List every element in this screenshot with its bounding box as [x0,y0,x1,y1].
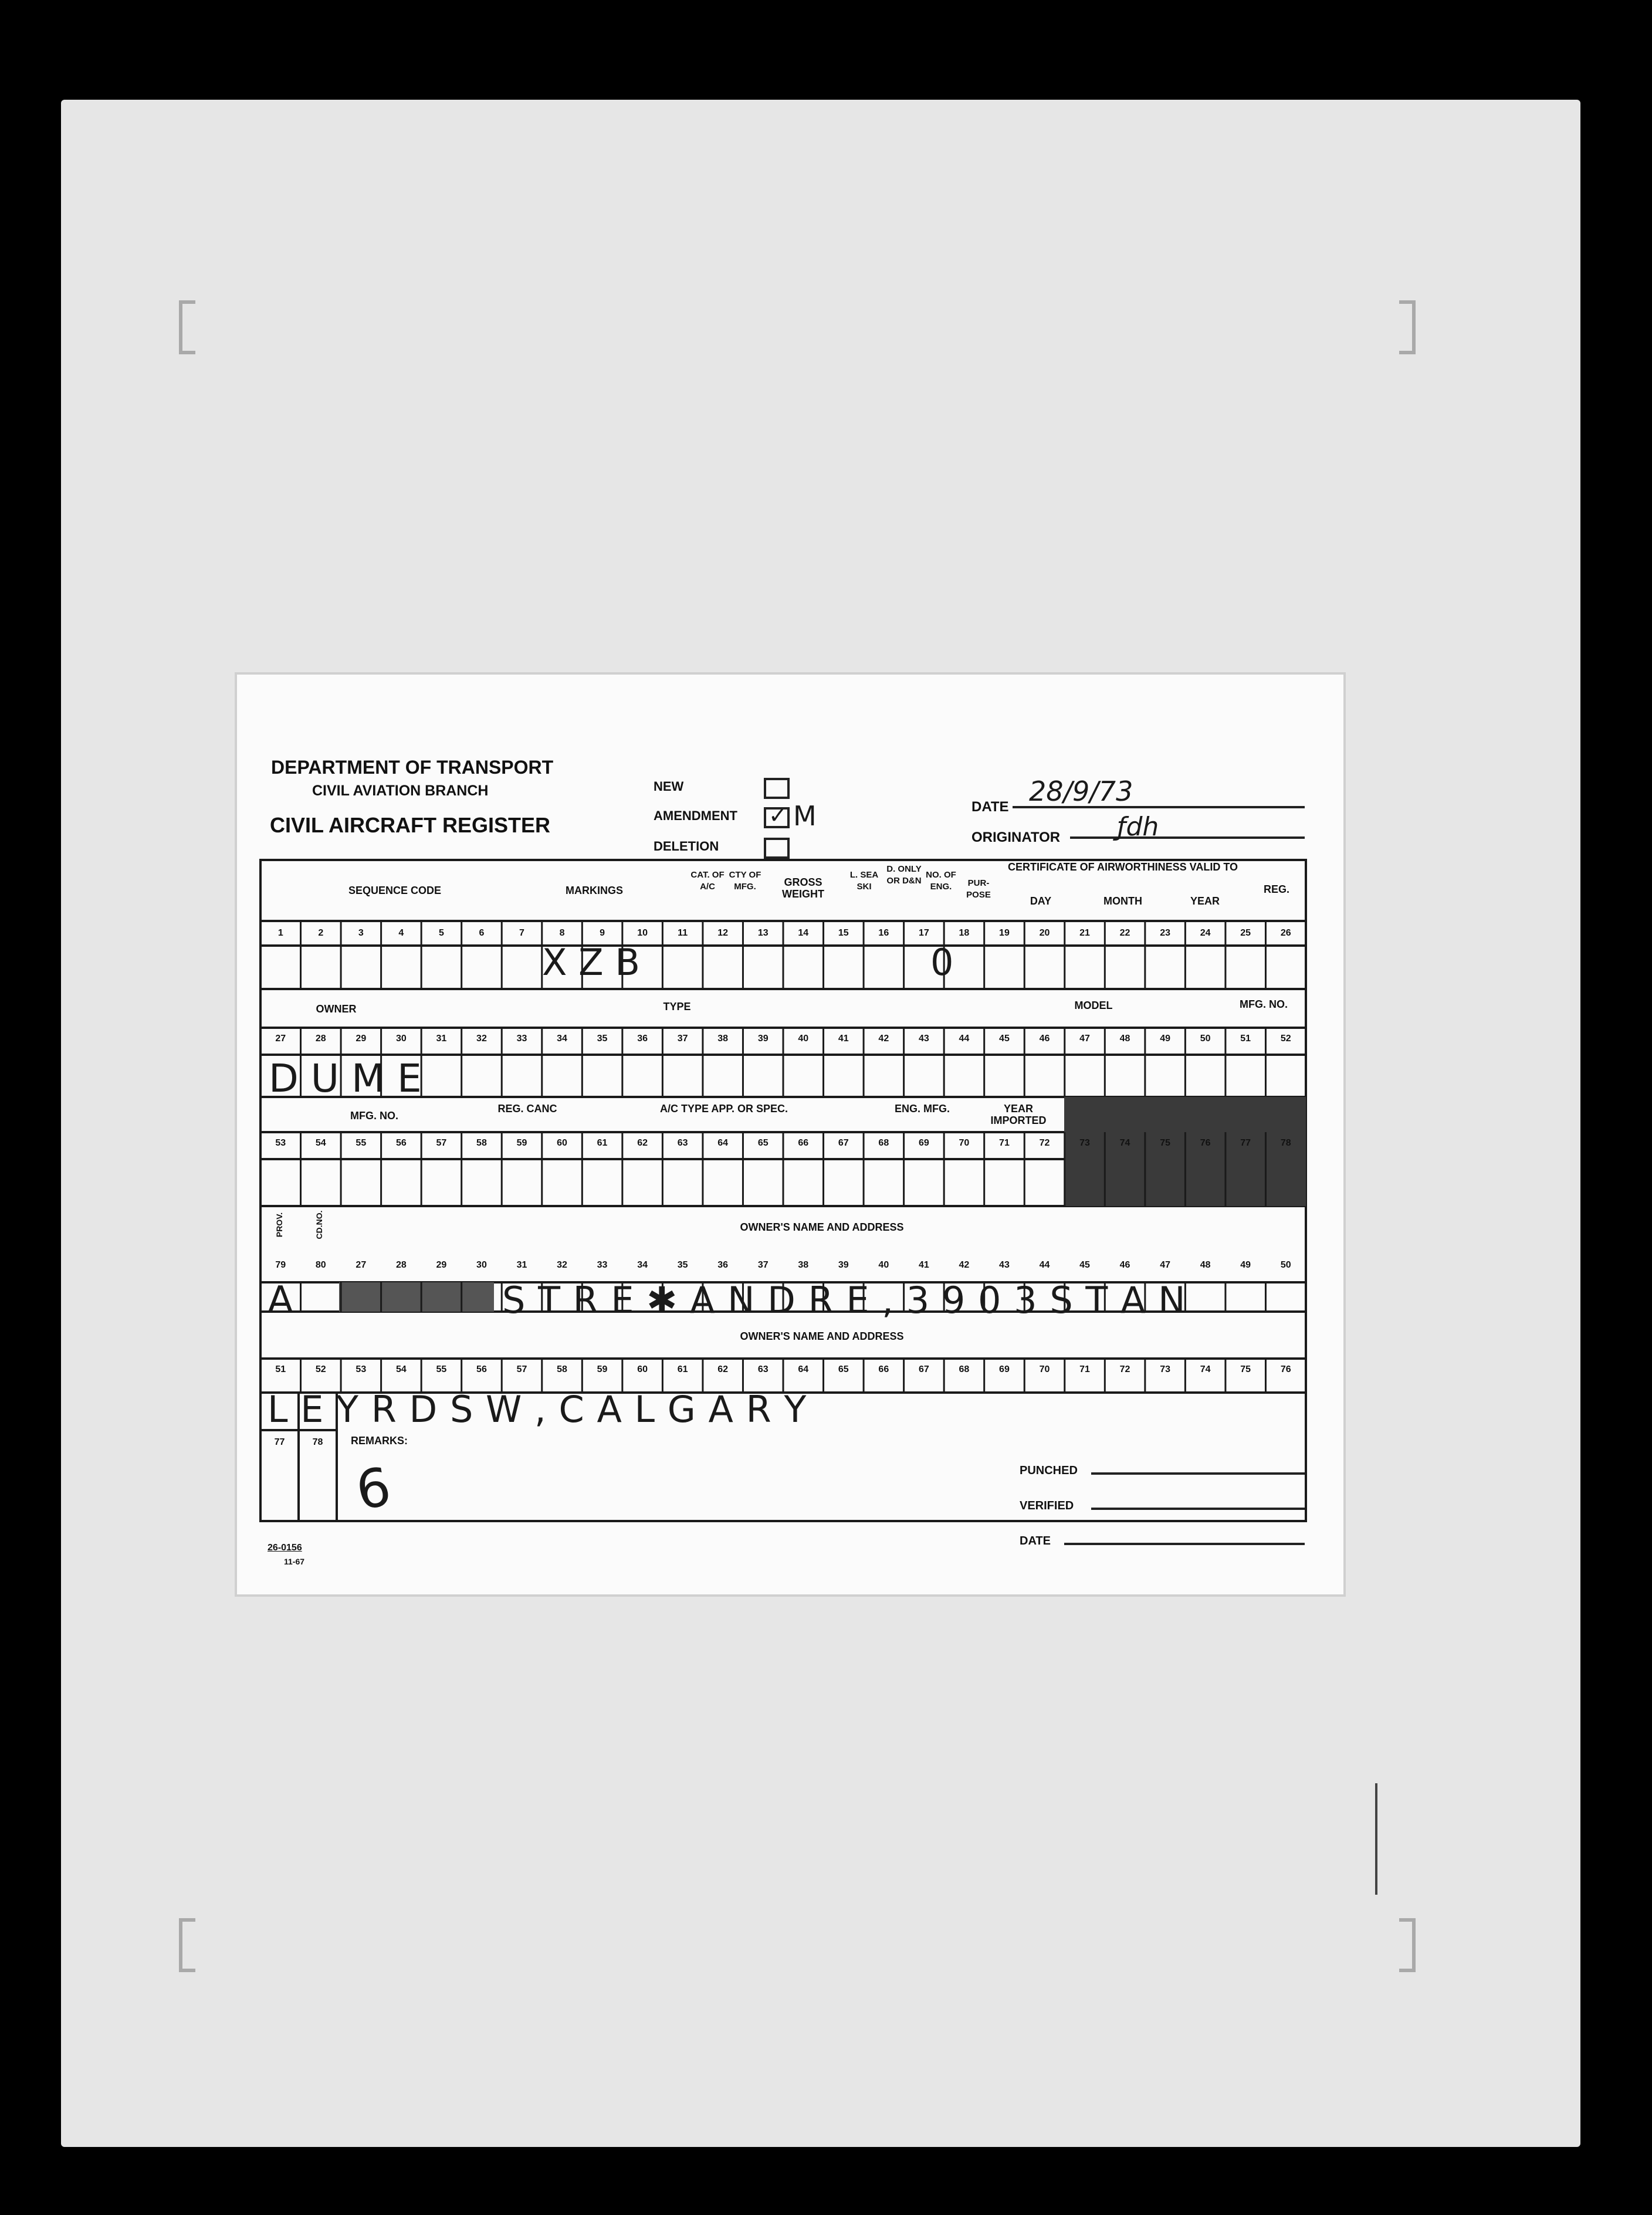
year-imported-header: YEAR IMPORTED [990,1103,1047,1126]
model-header: MODEL [1074,1000,1113,1011]
column-number: 53 [356,1364,367,1374]
column-number: 61 [597,1138,608,1148]
column-number: 55 [356,1138,367,1148]
column-number: 26 [1280,928,1291,938]
column-number: 16 [878,928,889,938]
column-number: 43 [918,1034,929,1044]
column-number: 59 [516,1138,527,1148]
column-number: 74 [1200,1364,1211,1374]
column-number: 59 [597,1364,608,1374]
remarks-label: REMARKS: [351,1435,408,1447]
cert-header: CERTIFICATE OF AIRWORTHINESS VALID TO [1007,861,1238,873]
column-number: 1 [277,928,283,938]
column-number: 68 [878,1138,889,1148]
reg-header: REG. [1263,883,1289,895]
column-number: 45 [1079,1260,1090,1270]
reg-canc-header: REG. CANC [497,1103,557,1115]
column-number: 29 [436,1260,447,1270]
column-number: 55 [436,1364,447,1374]
column-number: 57 [516,1364,527,1374]
punched-line [1091,1472,1305,1475]
mfg-no-header: MFG. NO. [1240,998,1288,1010]
address-line-1: S T R E ✱ A N D R E , 3 9 0 3 S T A N [502,1279,1186,1322]
cty-header: CTY OF MFG. [729,870,761,892]
column-number: 40 [878,1260,889,1270]
column-number: 48 [1119,1034,1130,1044]
column-number: 12 [717,928,729,938]
column-number: 71 [999,1138,1010,1148]
column-number: 27 [275,1034,286,1044]
column-number: 76 [1200,1138,1211,1148]
column-number: 48 [1200,1260,1211,1270]
column-number: 21 [1079,928,1090,938]
column-number: 45 [999,1034,1010,1044]
column-number: 58 [476,1138,487,1148]
column-number: 33 [597,1260,608,1270]
column-number: 65 [838,1364,849,1374]
column-number: 52 [315,1364,326,1374]
column-number: 36 [717,1260,729,1270]
originator-line [1070,836,1305,839]
column-number: 5 [438,928,444,938]
owner-name-header: OWNER'S NAME AND ADDRESS [740,1221,904,1233]
column-number: 46 [1039,1034,1050,1044]
form-number: 26-0156 [268,1543,302,1553]
corner-mark [1399,1918,1416,1972]
cdno-header: CD.NO. [314,1210,324,1239]
column-number: 67 [838,1138,849,1148]
column-number: 50 [1280,1260,1291,1270]
column-number: 50 [1200,1034,1211,1044]
mfg-no-header-2: MFG. NO. [350,1110,398,1122]
num-78: 78 [312,1437,323,1447]
column-number: 47 [1079,1034,1090,1044]
column-number: 39 [838,1260,849,1270]
no-eng-value: 0 [930,941,954,984]
date-label: DATE [971,799,1009,815]
column-number: 32 [476,1034,487,1044]
column-number: 49 [1240,1260,1251,1270]
year-header: YEAR [1190,895,1220,907]
column-number: 28 [395,1260,407,1270]
amendment-checkbox[interactable]: ✓ [764,807,790,828]
corner-mark [179,1918,195,1972]
column-number: 53 [275,1138,286,1148]
column-number: 73 [1160,1364,1170,1374]
column-number: 30 [476,1260,487,1270]
column-number: 43 [999,1260,1010,1270]
column-number: 61 [677,1364,688,1374]
column-number: 46 [1119,1260,1130,1270]
markings-header: MARKINGS [566,885,623,896]
column-number: 44 [1039,1260,1050,1270]
register-title: CIVIL AIRCRAFT REGISTER [270,813,551,837]
num-77: 77 [274,1437,285,1447]
column-number: 69 [918,1138,929,1148]
purpose-header: PUR-POSE [966,878,991,900]
type-header: TYPE [663,1001,691,1012]
column-number: 62 [717,1364,729,1374]
owner-name-header-2: OWNER'S NAME AND ADDRESS [740,1330,904,1342]
column-number: 54 [315,1138,326,1148]
column-number: 34 [637,1260,648,1270]
column-number: 35 [677,1260,688,1270]
sea-ski-header: L. SEA SKI [849,870,879,892]
owner-header: OWNER [316,1003,357,1015]
column-number: 69 [999,1364,1010,1374]
new-label: NEW [654,779,684,794]
column-number: 30 [395,1034,407,1044]
column-number: 39 [757,1034,769,1044]
column-number: 51 [275,1364,286,1374]
column-number: 44 [959,1034,970,1044]
column-number: 42 [959,1260,970,1270]
scan-artifact [1375,1783,1377,1895]
gross-weight-header: GROSS WEIGHT [782,876,824,900]
column-number: 6 [479,928,485,938]
column-number: 19 [999,928,1010,938]
column-number: 9 [600,928,605,938]
column-number: 78 [1280,1138,1291,1148]
column-number: 77 [1240,1138,1251,1148]
column-number: 31 [516,1260,527,1270]
column-number: 42 [878,1034,889,1044]
column-number: 66 [798,1138,809,1148]
originator-label: ORIGINATOR [971,829,1061,845]
column-number: 13 [757,928,769,938]
column-number: 70 [1039,1364,1050,1374]
corner-mark [1399,300,1416,354]
column-number: 10 [637,928,648,938]
column-number: 38 [798,1260,809,1270]
column-number: 60 [637,1364,648,1374]
eng-mfg-header: ENG. MFG. [895,1103,950,1115]
address-line-2: L E Y R D S W , C A L G A R Y [268,1388,807,1431]
column-number: 34 [557,1034,567,1044]
column-number: 64 [717,1138,729,1148]
column-number: 79 [275,1260,286,1270]
column-number: 76 [1280,1364,1291,1374]
verified-line [1091,1508,1305,1510]
column-number: 31 [436,1034,447,1044]
donly-header: D. ONLY OR D&N [886,864,922,886]
column-number: 75 [1160,1138,1170,1148]
column-number: 17 [918,928,929,938]
column-number: 56 [395,1138,407,1148]
column-number: 51 [1240,1034,1251,1044]
column-number: 74 [1119,1138,1130,1148]
column-number: 64 [798,1364,809,1374]
column-number: 33 [516,1034,527,1044]
column-number: 11 [678,928,688,938]
column-number: 71 [1079,1364,1090,1374]
date-value: 28/9/73 [1029,775,1133,807]
column-number: 25 [1240,928,1251,938]
new-checkbox[interactable] [764,778,790,799]
cat-header: CAT. OF A/C [690,870,725,892]
amendment-label: AMENDMENT [654,808,737,823]
column-number: 63 [677,1138,688,1148]
column-number: 41 [918,1260,929,1270]
column-number: 37 [757,1260,769,1270]
deletion-checkbox[interactable] [764,838,790,859]
column-number: 41 [838,1034,849,1044]
column-number: 7 [519,928,524,938]
column-number: 8 [559,928,565,938]
column-number: 73 [1079,1138,1090,1148]
amendment-note: M [793,800,817,832]
sequence-code-header: SEQUENCE CODE [348,885,442,896]
column-number: 29 [356,1034,367,1044]
column-number: 62 [637,1138,648,1148]
column-number: 52 [1280,1034,1291,1044]
column-number: 63 [757,1364,769,1374]
column-number: 36 [637,1034,648,1044]
corner-mark [179,300,195,354]
column-number: 14 [798,928,809,938]
column-number: 68 [959,1364,970,1374]
column-number: 54 [395,1364,407,1374]
markings-value: X Z B [542,941,640,984]
verified-label: VERIFIED [1020,1499,1074,1512]
type-app-header: A/C TYPE APP. OR SPEC. [659,1103,788,1115]
column-number: 3 [358,928,364,938]
column-number: 60 [557,1138,567,1148]
column-number: 67 [918,1364,929,1374]
column-number: 15 [838,928,849,938]
day-header: DAY [1030,895,1052,907]
remarks-value: 6 [351,1455,395,1523]
column-number: 47 [1160,1260,1170,1270]
column-number: 32 [557,1260,567,1270]
column-number: 57 [436,1138,447,1148]
column-number: 72 [1039,1138,1050,1148]
column-number: 56 [476,1364,487,1374]
punched-label: PUNCHED [1020,1464,1078,1477]
footer-date-label: DATE [1020,1535,1051,1547]
column-number: 58 [557,1364,567,1374]
column-number: 28 [315,1034,326,1044]
department-title: DEPARTMENT OF TRANSPORT [271,757,554,778]
column-number: 22 [1119,928,1130,938]
column-number: 80 [315,1260,326,1270]
form-date: 11-67 [284,1557,305,1566]
prov-header: PROV. [275,1212,284,1238]
originator-signature: ƒdh [1117,812,1159,842]
column-number: 27 [356,1260,367,1270]
no-eng-header: NO. OF ENG. [926,870,956,892]
footer-date-line [1064,1543,1305,1545]
column-number: 35 [597,1034,608,1044]
column-number: 49 [1160,1034,1170,1044]
column-number: 40 [798,1034,809,1044]
column-number: 37 [677,1034,688,1044]
column-number: 66 [878,1364,889,1374]
owner-value: D U M E [269,1056,422,1101]
deletion-label: DELETION [654,839,719,854]
column-number: 38 [717,1034,729,1044]
column-number: 4 [398,928,404,938]
column-number: 20 [1039,928,1050,938]
column-number: 23 [1160,928,1170,938]
column-number: 75 [1240,1364,1251,1374]
column-number: 2 [318,928,324,938]
column-number: 24 [1200,928,1211,938]
column-number: 70 [959,1138,970,1148]
column-number: 18 [959,928,970,938]
branch-title: CIVIL AVIATION BRANCH [312,783,489,799]
column-number: 65 [757,1138,769,1148]
column-number: 72 [1119,1364,1130,1374]
prov-value: A [268,1279,293,1322]
register-card [237,675,1343,1594]
month-header: MONTH [1103,895,1142,907]
